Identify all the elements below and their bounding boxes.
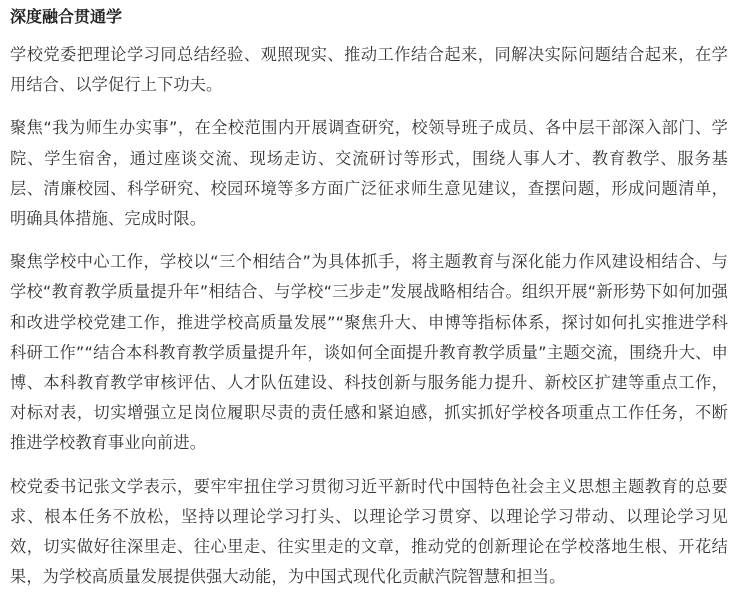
paragraph-central-work: 聚焦学校中心工作，学校以“三个相结合”为具体抓手，将主题教育与深化能力作风建设相结合、与学校“教育教学质量提升年”相结合、与学校“三步走”发展战略相结合。组织开展“新形势下如何加强和改进学校党建工作，推进学校高质量发展”“聚焦升大、申博等指标体系，探讨如何扎实推进学科科研工作”“结合本科教育教学质量提升年，谈如何全面提升教育教学质量”主题交流，围绕升大、申博、本科教育教学审核评估、人才队伍建设、科技创新与服务能力提升、新校区扩建等重点工作，对标对表，切实增强立足岗位履职尽责的责任感和紧迫感，抓实抓好学校各项重点工作任务，不断推进学校教育事业向前进。 <box>10 252 728 453</box>
paragraph-secretary-statement: 校党委书记张文学表示，要牢牢扭住学习贯彻习近平新时代中国特色社会主义思想主题教育的总要求、根本任务不放松，坚持以理论学习打头、以理论学习贯穿、以理论学习带动、以理论学习见效，切实做好往深里走、往心里走、往实里走的文章，推动党的创新理论在学校落地生根、开花结果，为学校高质量发展提供强大动能，为中国式现代化贡献汽院智慧和担当。 <box>10 476 728 587</box>
section-heading: 深度融合贯通学 <box>10 7 123 26</box>
paragraph-practical-service: 聚焦“我为师生办实事”，在全校范围内开展调查研究，校领导班子成员、各中层干部深入部门、学院、学生宿舍，通过座谈交流、现场走访、交流研讨等形式，围绕人事人才、教育教学、服务基层、清廉校园、科学研究、校园环境等多方面广泛征求师生意见建议，查摆问题，形成问题清单，明确具体措施、完成时限。 <box>10 118 728 229</box>
paragraph-intro: 学校党委把理论学习同总结经验、观照现实、推动工作结合起来，同解决实际问题结合起来，在学用结合、以学促行上下功夫。 <box>10 45 728 95</box>
